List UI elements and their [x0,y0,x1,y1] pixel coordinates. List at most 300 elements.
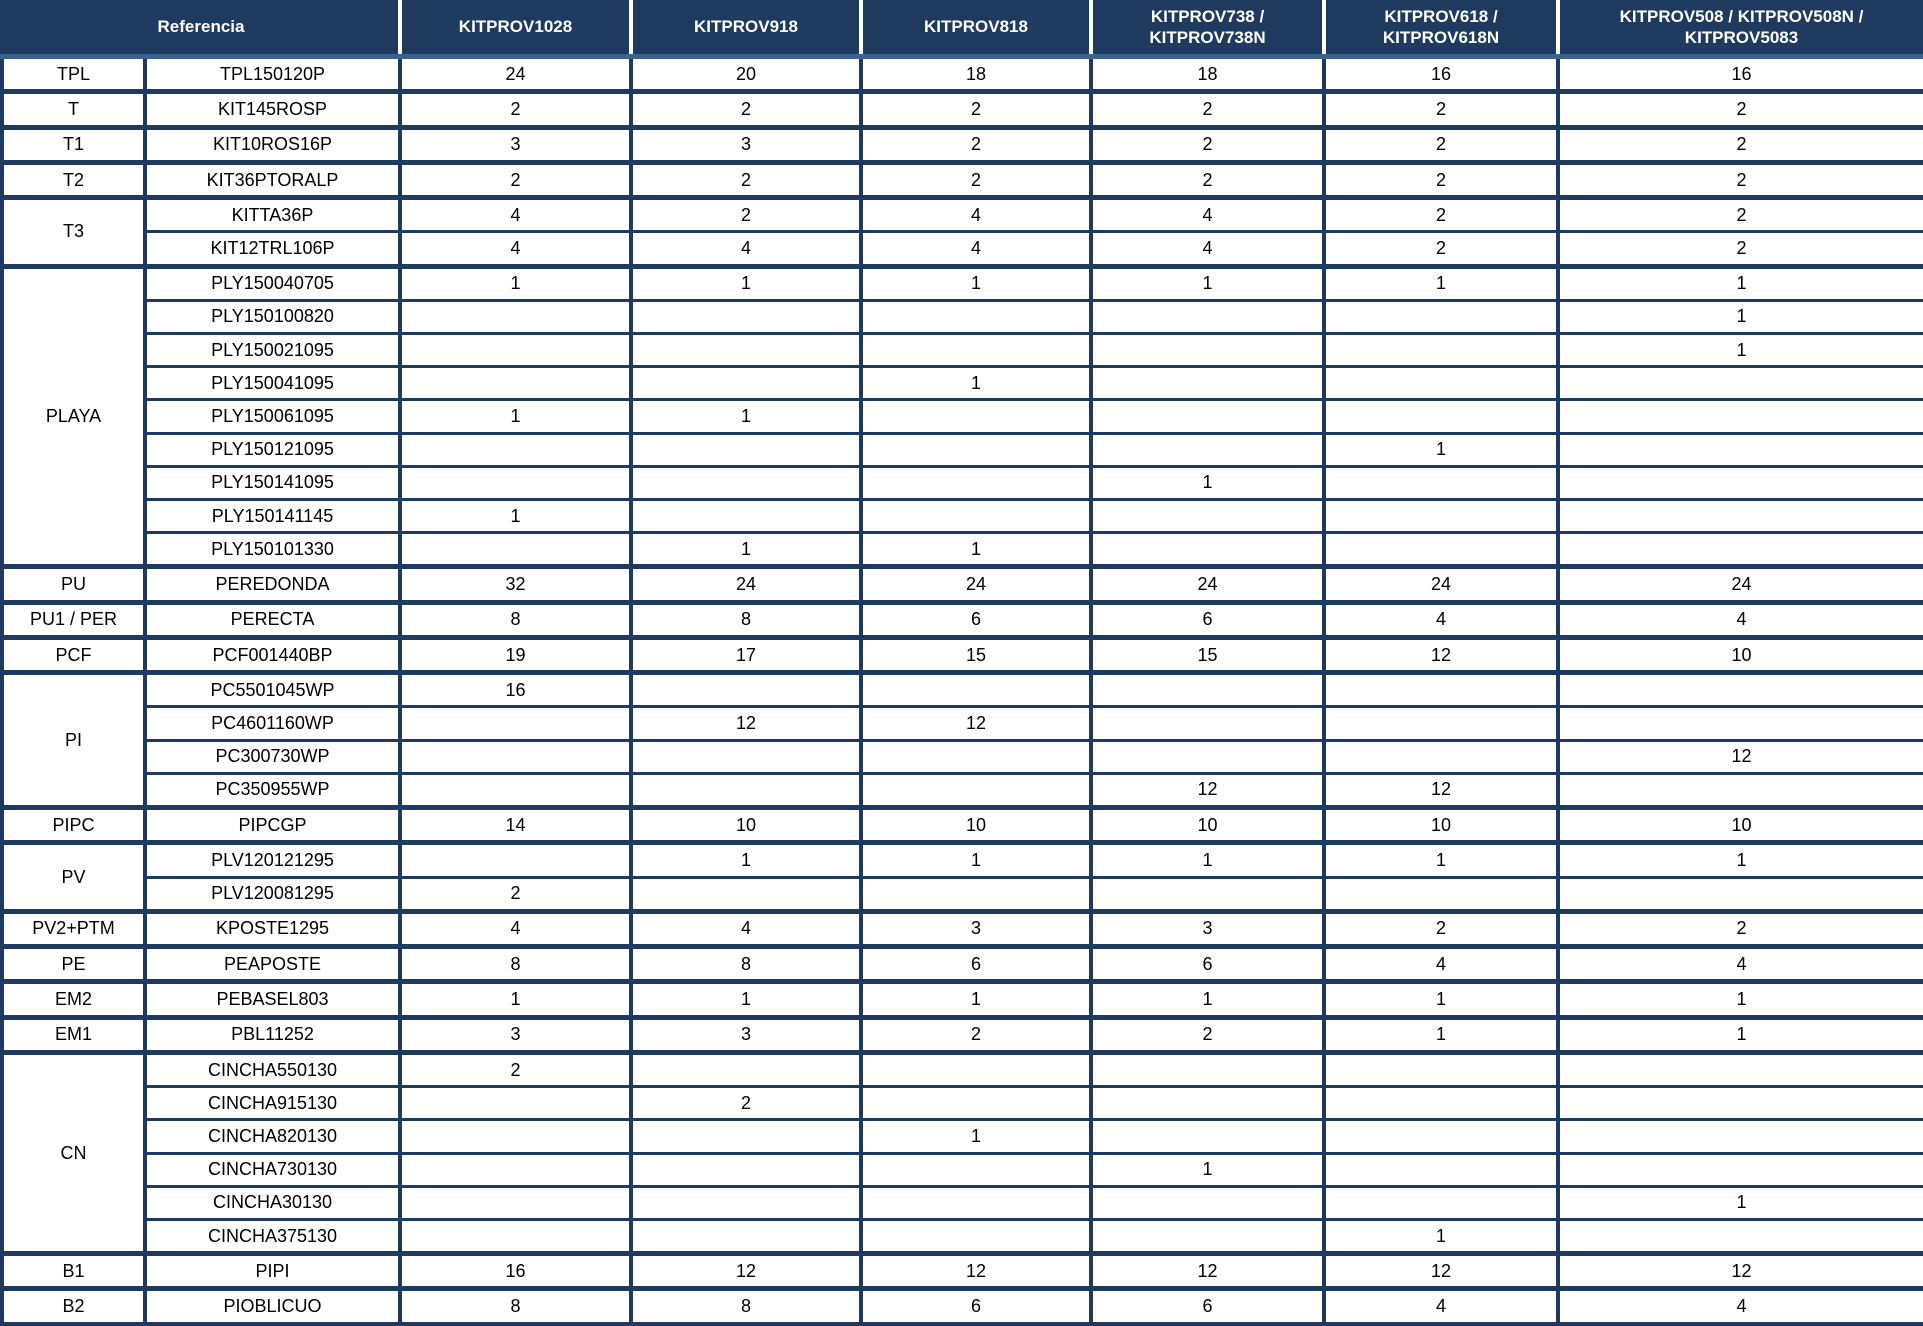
quantity-cell [1091,877,1324,911]
quantity-cell [400,843,631,877]
table-row [2,877,1923,911]
quantity-cell [1324,367,1558,400]
header-row [2,0,1923,57]
quantity-cell: 2 [1091,127,1324,162]
reference-code-cell: PBL11252 [145,1017,400,1052]
quantity-cell [400,334,631,367]
quantity-cell: 4 [1558,1289,1923,1324]
quantity-cell: 12 [1324,773,1558,807]
quantity-cell: 1 [1324,266,1558,300]
quantity-cell: 16 [1324,57,1558,92]
quantity-cell: 1 [400,266,631,300]
quantity-cell [400,367,631,400]
category-cell: PCF [2,637,145,672]
quantity-cell: 15 [861,637,1091,672]
quantity-cell: 4 [1091,232,1324,266]
quantity-cell: 16 [1558,57,1923,92]
table-row [2,127,1923,162]
reference-code-cell: PC4601160WP [145,707,400,740]
kit-column-header: KITPROV818 [861,0,1091,57]
quantity-cell: 12 [1091,773,1324,807]
quantity-cell: 24 [400,57,631,92]
quantity-cell: 1 [1324,433,1558,466]
quantity-cell: 1 [400,400,631,433]
quantity-cell: 10 [631,808,861,843]
reference-code-cell: CINCHA915130 [145,1087,400,1120]
category-cell: T2 [2,162,145,197]
quantity-cell [1324,740,1558,773]
quantity-cell [861,1186,1091,1219]
category-cell: PU1 / PER [2,602,145,637]
quantity-cell [631,499,861,532]
quantity-cell: 10 [1558,808,1923,843]
category-cell: B2 [2,1289,145,1324]
reference-code-cell: KPOSTE1295 [145,911,400,946]
quantity-cell: 2 [631,198,861,232]
table-row [2,198,1923,232]
quantity-cell [1324,300,1558,333]
quantity-cell [861,300,1091,333]
quantity-cell: 20 [631,57,861,92]
reference-code-cell: CINCHA820130 [145,1120,400,1153]
quantity-cell: 1 [861,1120,1091,1153]
reference-code-cell: CINCHA730130 [145,1153,400,1186]
category-cell: T1 [2,127,145,162]
quantity-cell: 24 [1558,567,1923,602]
quantity-cell [631,1052,861,1086]
quantity-cell: 2 [1558,232,1923,266]
reference-code-cell: PLV120081295 [145,877,400,911]
quantity-cell [861,334,1091,367]
reference-code-cell: PC5501045WP [145,673,400,707]
quantity-cell: 1 [1091,982,1324,1017]
table-row [2,1289,1923,1324]
reference-code-cell: CINCHA30130 [145,1186,400,1219]
quantity-cell: 12 [1091,1254,1324,1289]
quantity-cell: 1 [631,843,861,877]
category-cell: PE [2,947,145,982]
quantity-cell [400,740,631,773]
quantity-cell: 4 [631,911,861,946]
quantity-cell [400,433,631,466]
reference-code-cell: PIOBLICUO [145,1289,400,1324]
reference-code-cell: KIT145ROSP [145,92,400,127]
quantity-cell: 1 [400,982,631,1017]
reference-code-cell: PLY150101330 [145,533,400,567]
quantity-cell [1558,1087,1923,1120]
quantity-cell: 1 [1091,1153,1324,1186]
quantity-cell: 1 [861,843,1091,877]
quantity-cell: 2 [400,1052,631,1086]
quantity-cell [1558,400,1923,433]
quantity-cell: 1 [1324,1219,1558,1253]
reference-code-cell: KITTA36P [145,198,400,232]
quantity-cell [1558,1219,1923,1253]
kit-column-header: KITPROV1028 [400,0,631,57]
quantity-cell: 17 [631,637,861,672]
quantity-cell [1558,433,1923,466]
table-row [2,637,1923,672]
quantity-cell: 18 [1091,57,1324,92]
category-cell: EM2 [2,982,145,1017]
quantity-cell [1091,334,1324,367]
quantity-cell [1324,533,1558,567]
quantity-cell [1324,1087,1558,1120]
quantity-cell [631,877,861,911]
quantity-cell: 10 [861,808,1091,843]
kit-column-header: KITPROV508 / KITPROV508N / KITPROV5083 [1558,0,1923,57]
quantity-cell [1091,367,1324,400]
quantity-cell [1558,1153,1923,1186]
quantity-cell [861,1087,1091,1120]
table-body [2,57,1923,1325]
quantity-cell: 2 [1091,162,1324,197]
quantity-cell [1558,673,1923,707]
quantity-cell: 2 [1558,911,1923,946]
quantity-cell [861,673,1091,707]
quantity-cell: 2 [1324,232,1558,266]
quantity-cell [631,740,861,773]
table-row [2,602,1923,637]
quantity-cell [1091,707,1324,740]
quantity-cell [400,533,631,567]
quantity-cell [861,433,1091,466]
quantity-cell [1324,334,1558,367]
table-row [2,466,1923,499]
category-cell: EM1 [2,1017,145,1052]
table-row [2,982,1923,1017]
quantity-cell [1324,1052,1558,1086]
table-row [2,808,1923,843]
reference-code-cell: PLV120121295 [145,843,400,877]
quantity-cell [1558,773,1923,807]
quantity-cell [631,300,861,333]
table-row [2,232,1923,266]
quantity-cell: 1 [1324,1017,1558,1052]
quantity-cell: 24 [861,567,1091,602]
quantity-cell: 2 [1558,127,1923,162]
quantity-cell: 15 [1091,637,1324,672]
quantity-cell: 6 [1091,1289,1324,1324]
quantity-cell [1558,707,1923,740]
reference-code-cell: KIT12TRL106P [145,232,400,266]
quantity-cell: 1 [861,367,1091,400]
quantity-cell [1558,1120,1923,1153]
quantity-cell: 10 [1091,808,1324,843]
quantity-cell: 8 [400,947,631,982]
quantity-cell [631,773,861,807]
table-row [2,1254,1923,1289]
quantity-cell: 2 [631,1087,861,1120]
table-row [2,707,1923,740]
quantity-cell: 1 [1558,843,1923,877]
reference-code-cell: PEAPOSTE [145,947,400,982]
quantity-cell: 2 [861,1017,1091,1052]
quantity-cell [861,1219,1091,1253]
reference-code-cell: PC350955WP [145,773,400,807]
reference-code-cell: TPL150120P [145,57,400,92]
quantity-cell [400,773,631,807]
quantity-cell: 1 [1324,982,1558,1017]
quantity-cell [861,1153,1091,1186]
quantity-cell: 12 [1324,1254,1558,1289]
category-cell: PI [2,673,145,808]
quantity-cell [861,877,1091,911]
quantity-cell: 8 [631,1289,861,1324]
quantity-cell: 10 [1558,637,1923,672]
reference-code-cell: PLY150061095 [145,400,400,433]
quantity-cell [1091,673,1324,707]
quantity-cell: 2 [861,162,1091,197]
table-row [2,773,1923,807]
quantity-cell [1324,400,1558,433]
category-cell: PV [2,843,145,911]
reference-code-cell: PIPI [145,1254,400,1289]
quantity-cell: 24 [1091,567,1324,602]
quantity-cell: 4 [1324,947,1558,982]
reference-code-cell: KIT10ROS16P [145,127,400,162]
quantity-cell: 3 [1091,911,1324,946]
quantity-cell [400,1120,631,1153]
quantity-cell: 12 [861,707,1091,740]
quantity-cell: 3 [400,1017,631,1052]
quantity-cell [861,499,1091,532]
quantity-cell [1558,466,1923,499]
quantity-cell [1091,1120,1324,1153]
quantity-cell [861,466,1091,499]
quantity-cell [1558,499,1923,532]
reference-code-cell: PEBASEL803 [145,982,400,1017]
quantity-cell: 24 [631,567,861,602]
quantity-cell [631,334,861,367]
quantity-cell [1091,300,1324,333]
category-cell: PIPC [2,808,145,843]
quantity-cell [1558,367,1923,400]
category-cell: B1 [2,1254,145,1289]
reference-code-cell: PLY150040705 [145,266,400,300]
table-row [2,1120,1923,1153]
quantity-cell: 1 [1558,1186,1923,1219]
quantity-cell: 2 [861,127,1091,162]
quantity-cell [1091,1087,1324,1120]
table-row [2,499,1923,532]
quantity-cell: 1 [861,533,1091,567]
quantity-cell [1324,1153,1558,1186]
kit-column-header: KITPROV738 / KITPROV738N [1091,0,1324,57]
quantity-cell: 8 [631,602,861,637]
quantity-cell [631,1153,861,1186]
quantity-cell: 2 [1324,911,1558,946]
quantity-cell: 4 [1324,602,1558,637]
table-row [2,1087,1923,1120]
table-row [2,1186,1923,1219]
table-row [2,567,1923,602]
quantity-cell: 1 [1558,334,1923,367]
table-header [2,0,1923,57]
table-row [2,334,1923,367]
quantity-cell: 6 [861,602,1091,637]
table-row [2,57,1923,92]
quantity-cell [631,1186,861,1219]
quantity-cell [631,1219,861,1253]
quantity-cell: 8 [400,602,631,637]
quantity-cell: 8 [631,947,861,982]
quantity-cell [1558,533,1923,567]
quantity-cell [631,1120,861,1153]
quantity-cell: 1 [631,400,861,433]
quantity-cell: 1 [631,982,861,1017]
quantity-cell: 12 [1324,637,1558,672]
table-row [2,433,1923,466]
reference-code-cell: CINCHA550130 [145,1052,400,1086]
quantity-cell [400,466,631,499]
category-cell: PU [2,567,145,602]
quantity-cell: 32 [400,567,631,602]
quantity-cell: 4 [400,232,631,266]
category-cell: T3 [2,198,145,266]
quantity-cell: 4 [1558,602,1923,637]
reference-code-cell: KIT36PTORALP [145,162,400,197]
quantity-cell: 12 [631,1254,861,1289]
quantity-cell [1091,533,1324,567]
table-row [2,911,1923,946]
quantity-cell: 3 [861,911,1091,946]
quantity-cell [1091,1052,1324,1086]
quantity-cell: 12 [1558,1254,1923,1289]
quantity-cell: 4 [861,232,1091,266]
quantity-cell: 2 [400,877,631,911]
quantity-cell: 2 [1091,1017,1324,1052]
quantity-cell: 1 [1324,843,1558,877]
quantity-cell: 8 [400,1289,631,1324]
quantity-cell [1324,466,1558,499]
quantity-cell: 2 [861,92,1091,127]
quantity-cell: 3 [631,127,861,162]
quantity-cell [631,367,861,400]
table-row [2,740,1923,773]
reference-code-cell: PERECTA [145,602,400,637]
quantity-cell: 4 [1324,1289,1558,1324]
quantity-cell [861,740,1091,773]
reference-code-cell: PIPCGP [145,808,400,843]
quantity-cell: 1 [400,499,631,532]
quantity-cell: 2 [631,92,861,127]
table-row [2,1052,1923,1086]
quantity-cell [400,1087,631,1120]
quantity-cell: 18 [861,57,1091,92]
reference-code-cell: PEREDONDA [145,567,400,602]
quantity-cell: 6 [1091,947,1324,982]
quantity-cell [631,433,861,466]
reference-code-cell: PLY150021095 [145,334,400,367]
quantity-cell [400,1219,631,1253]
category-cell: TPL [2,57,145,92]
kit-column-header: KITPROV918 [631,0,861,57]
quantity-cell: 2 [1324,198,1558,232]
reference-code-cell: PCF001440BP [145,637,400,672]
reference-code-cell: PLY150041095 [145,367,400,400]
quantity-cell [1091,740,1324,773]
reference-code-cell: PC300730WP [145,740,400,773]
table-row [2,300,1923,333]
quantity-cell: 2 [1558,198,1923,232]
table-row [2,533,1923,567]
quantity-cell: 4 [861,198,1091,232]
quantity-cell [400,1186,631,1219]
quantity-cell: 1 [1558,1017,1923,1052]
quantity-cell: 19 [400,637,631,672]
quantity-cell [1558,877,1923,911]
quantity-cell: 12 [861,1254,1091,1289]
quantity-cell: 3 [400,127,631,162]
quantity-cell [1324,1120,1558,1153]
quantity-cell [1324,707,1558,740]
table-row [2,367,1923,400]
reference-code-cell: PLY150100820 [145,300,400,333]
table-row [2,92,1923,127]
reference-code-cell: PLY150141145 [145,499,400,532]
quantity-cell [1091,433,1324,466]
reference-code-cell: CINCHA375130 [145,1219,400,1253]
quantity-cell: 2 [1558,92,1923,127]
quantity-cell: 2 [631,162,861,197]
quantity-cell: 14 [400,808,631,843]
quantity-cell: 4 [1091,198,1324,232]
quantity-cell: 10 [1324,808,1558,843]
quantity-cell: 1 [631,533,861,567]
quantity-cell [400,300,631,333]
quantity-cell: 12 [1558,740,1923,773]
quantity-cell: 1 [1558,300,1923,333]
quantity-cell [631,466,861,499]
quantity-cell [1324,877,1558,911]
quantity-cell: 2 [1091,92,1324,127]
category-cell: T [2,92,145,127]
quantity-cell: 1 [631,266,861,300]
table-row [2,1219,1923,1253]
quantity-cell: 4 [400,198,631,232]
quantity-cell: 1 [1558,266,1923,300]
table-row [2,1017,1923,1052]
quantity-cell: 16 [400,1254,631,1289]
quantity-cell: 1 [1091,466,1324,499]
quantity-cell [861,773,1091,807]
quantity-cell: 3 [631,1017,861,1052]
quantity-cell: 2 [1324,162,1558,197]
quantity-cell [1324,499,1558,532]
reference-code-cell: PLY150121095 [145,433,400,466]
quantity-cell: 1 [1091,266,1324,300]
quantity-cell [631,673,861,707]
reference-code-cell: PLY150141095 [145,466,400,499]
quantity-cell [1324,673,1558,707]
quantity-cell [400,1153,631,1186]
quantity-cell [400,707,631,740]
table-row [2,266,1923,300]
quantity-cell: 1 [861,982,1091,1017]
quantity-cell [1324,1186,1558,1219]
quantity-cell [1091,499,1324,532]
table-row [2,947,1923,982]
quantity-cell: 16 [400,673,631,707]
quantity-cell: 1 [1558,982,1923,1017]
quantity-cell [861,400,1091,433]
table-row [2,400,1923,433]
quantity-cell: 2 [1324,92,1558,127]
referencia-header: Referencia [2,0,400,57]
table-row [2,843,1923,877]
quantity-cell [1558,1052,1923,1086]
